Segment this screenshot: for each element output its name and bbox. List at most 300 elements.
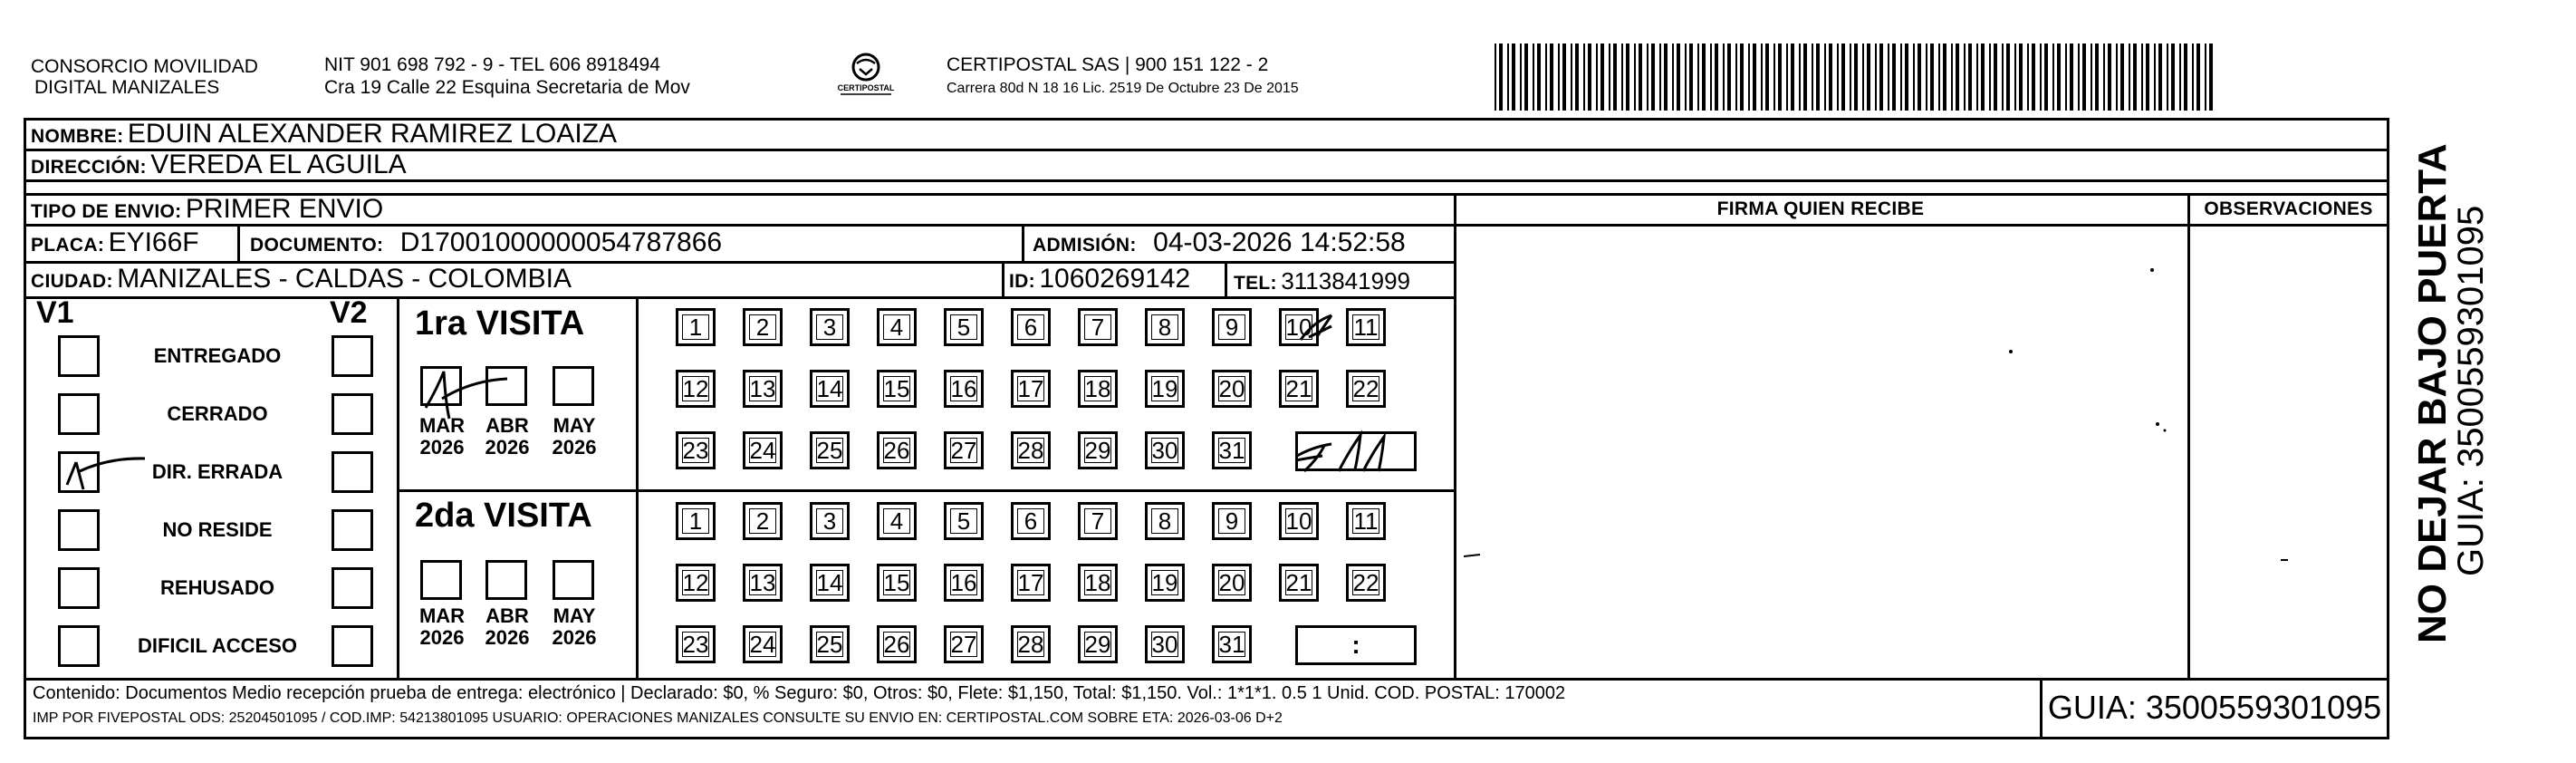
barcode-bar [1677, 43, 1680, 111]
day-checkbox[interactable] [743, 431, 783, 469]
day-number: 24 [749, 436, 776, 464]
id-value: 1060269142 [1039, 264, 1191, 294]
observaciones-header: OBSERVACIONES [2204, 198, 2373, 219]
nit-line: NIT 901 698 792 - 9 - TEL 606 8918494 [324, 54, 660, 75]
barcode-bar [1621, 43, 1623, 111]
footer-contenido: Contenido: Documentos Medio recepción prueba de entrega: electrónico | Declarado: $0, % Seguro: $0, Otros: $0, Flete: $1,150, Total: $1,150. Vol.: 1*1*1. 0.5 1 Unid. COD. POSTAL: 170002 [33, 683, 1566, 703]
status-label: NO RESIDE [162, 518, 273, 541]
day-number: 14 [816, 568, 843, 596]
barcode-bar [2103, 43, 2105, 111]
day-checkbox[interactable] [1145, 308, 1185, 346]
day-number: 18 [1084, 568, 1111, 596]
barcode-bar [1816, 43, 1820, 111]
barcode-bar [1786, 43, 1788, 111]
barcode-bar [1651, 43, 1655, 111]
day-number: 12 [682, 568, 709, 596]
month-label [415, 605, 469, 649]
day-checkbox[interactable] [1011, 370, 1051, 408]
month-name: ABR [485, 414, 529, 437]
day-number: 5 [956, 313, 971, 341]
day-number: 27 [950, 630, 977, 658]
barcode-bar [1647, 43, 1648, 111]
barcode-bar [1507, 43, 1509, 111]
day-number: 4 [889, 507, 904, 535]
admision-value: 04-03-2026 14:52:58 [1153, 227, 1406, 257]
barcode-bar [1976, 43, 1978, 111]
barcode-bar [2179, 43, 2181, 111]
day-checkbox[interactable] [1212, 502, 1252, 540]
barcode-bar [1753, 43, 1756, 111]
placa-value: EYI66F [108, 227, 199, 257]
month-name: MAR [418, 604, 466, 627]
day-checkbox[interactable] [1145, 431, 1185, 469]
day-checkbox[interactable] [743, 370, 783, 408]
day-checkbox[interactable] [877, 564, 917, 602]
day-checkbox[interactable] [1279, 564, 1319, 602]
barcode-bar [1854, 43, 1858, 111]
day-checkbox[interactable] [1011, 502, 1051, 540]
barcode-bar [1913, 43, 1915, 111]
day-checkbox[interactable] [1145, 625, 1185, 663]
barcode-bar [2091, 43, 2092, 111]
day-number: 21 [1285, 374, 1312, 402]
day-checkbox[interactable] [676, 564, 716, 602]
barcode-bar [1545, 43, 1547, 111]
day-checkbox[interactable] [743, 502, 783, 540]
day-number: 27 [950, 436, 977, 464]
barcode-bar [1951, 43, 1953, 111]
carrier-address: Carrera 80d N 18 16 Lic. 2519 De Octubre 23 De 2015 [947, 81, 1299, 96]
barcode-bar [1905, 43, 1908, 111]
month-label [547, 415, 601, 459]
barcode-bar [1634, 43, 1636, 111]
v2-status-checkbox[interactable] [332, 625, 373, 667]
day-number: 31 [1218, 436, 1245, 464]
tipo-envio-value: PRIMER ENVIO [185, 194, 384, 224]
v2-status-checkbox[interactable] [332, 509, 373, 551]
footer-impresion: IMP POR FIVEPOSTAL ODS: 25204501095 / COD.IMP: 54213801095 USUARIO: OPERACIONES MANIZALES CONSULTE SU ENVIO EN: CERTIPOSTAL.COM SOBRE ETA: 2026-03-06 D+2 [33, 710, 1283, 726]
barcode-bar [2209, 43, 2213, 111]
day-number: 3 [822, 507, 837, 535]
barcode-bar [1664, 43, 1668, 111]
v2-status-checkbox[interactable] [332, 335, 373, 377]
day-checkbox[interactable] [1145, 564, 1185, 602]
barcode-bar [1685, 43, 1687, 111]
v1-status-checkbox[interactable] [58, 335, 100, 377]
day-number: 31 [1218, 630, 1245, 658]
ciudad-value: MANIZALES - CALDAS - COLOMBIA [117, 264, 572, 294]
month-year: 2026 [552, 626, 597, 649]
barcode-bar [1588, 43, 1591, 111]
day-checkbox[interactable] [743, 625, 783, 663]
barcode-bar [1824, 43, 1826, 111]
placa-label: PLACA: [31, 235, 105, 256]
month-checkbox[interactable] [553, 560, 594, 600]
barcode-bar [1571, 43, 1572, 111]
barcode-bar [1626, 43, 1629, 111]
month-checkbox[interactable] [485, 560, 527, 600]
barcode-bar [1989, 43, 1991, 111]
day-number: 19 [1151, 568, 1178, 596]
barcode-bar [1740, 43, 1744, 111]
day-number: 28 [1017, 630, 1044, 658]
day-checkbox[interactable] [810, 308, 850, 346]
day-checkbox[interactable] [877, 431, 917, 469]
barcode-bar [2171, 43, 2175, 111]
barcode-bar [1727, 43, 1731, 111]
day-checkbox[interactable] [1145, 502, 1185, 540]
second-visit-title: 2da VISITA [415, 497, 592, 535]
barcode-bar [1524, 43, 1528, 111]
day-checkbox[interactable] [1212, 564, 1252, 602]
company-name-line2: DIGITAL MANIZALES [34, 77, 220, 98]
day-checkbox[interactable] [676, 625, 716, 663]
month-checkbox[interactable] [420, 366, 462, 406]
barcode-bar [2141, 43, 2143, 111]
barcode-bar [1710, 43, 1712, 111]
day-checkbox[interactable] [1279, 308, 1319, 346]
barcode-bar [2078, 43, 2080, 111]
barcode-bar [2006, 43, 2010, 111]
address-line: Cra 19 Calle 22 Esquina Secretaria de Mov [324, 77, 690, 98]
company-name-line1: CONSORCIO MOVILIDAD [31, 56, 258, 77]
barcode-bar [1850, 43, 1851, 111]
day-checkbox[interactable] [743, 564, 783, 602]
barcode-bar [1537, 43, 1541, 111]
status-label: CERRADO [167, 402, 268, 425]
status-label: DIR. ERRADA [151, 460, 284, 483]
barcode-bar [1495, 43, 1496, 111]
day-number: 25 [816, 436, 843, 464]
barcode-bar [1803, 43, 1807, 111]
barcode-bar [1879, 43, 1883, 111]
day-checkbox[interactable] [743, 308, 783, 346]
barcode-bar [1512, 43, 1515, 111]
time-field[interactable] [1295, 625, 1417, 665]
day-checkbox[interactable] [944, 370, 984, 408]
day-number: 29 [1084, 630, 1111, 658]
day-checkbox[interactable] [1078, 431, 1118, 469]
barcode-bar [2057, 43, 2061, 111]
day-checkbox[interactable] [1346, 502, 1386, 540]
day-number: 15 [883, 568, 910, 596]
day-number: 11 [1353, 507, 1379, 535]
barcode-bar [2116, 43, 2118, 111]
barcode-bar [2158, 43, 2162, 111]
barcode-bar [1964, 43, 1966, 111]
barcode-bar [1600, 43, 1604, 111]
day-number: 12 [682, 374, 709, 402]
day-checkbox[interactable] [1078, 564, 1118, 602]
day-checkbox[interactable] [877, 502, 917, 540]
barcode-bar [1613, 43, 1617, 111]
day-checkbox[interactable] [676, 370, 716, 408]
barcode-bar [1659, 43, 1661, 111]
month-label [480, 605, 534, 649]
v1-status-checkbox[interactable] [58, 625, 100, 667]
barcode-bar [1723, 43, 1725, 111]
barcode-bar [1981, 43, 1985, 111]
day-number: 11 [1353, 313, 1379, 341]
barcode-bar [2154, 43, 2156, 111]
day-checkbox[interactable] [1346, 308, 1386, 346]
day-checkbox[interactable] [1011, 625, 1051, 663]
day-number: 8 [1158, 313, 1172, 341]
barcode-bar [1697, 43, 1699, 111]
day-number: 30 [1151, 630, 1178, 658]
day-checkbox[interactable] [810, 370, 850, 408]
barcode-bar [1550, 43, 1553, 111]
barcode-bar [2167, 43, 2168, 111]
day-checkbox[interactable] [1346, 564, 1386, 602]
day-checkbox[interactable] [1078, 370, 1118, 408]
barcode-bar [2070, 43, 2073, 111]
day-number: 16 [950, 374, 977, 402]
barcode-bar [1918, 43, 1921, 111]
nombre-label: NOMBRE: [31, 126, 124, 147]
barcode-bar [1702, 43, 1706, 111]
day-checkbox[interactable] [676, 308, 716, 346]
day-checkbox[interactable] [1078, 502, 1118, 540]
documento-label: DOCUMENTO: [250, 235, 384, 256]
barcode-bar [1829, 43, 1832, 111]
day-checkbox[interactable] [944, 625, 984, 663]
barcode-bar [1596, 43, 1598, 111]
month-checkbox[interactable] [553, 366, 594, 406]
month-label [547, 605, 601, 649]
day-number: 7 [1091, 313, 1105, 341]
day-checkbox[interactable] [1011, 308, 1051, 346]
day-checkbox[interactable] [877, 370, 917, 408]
barcode-bar [2027, 43, 2029, 111]
barcode-bar [2196, 43, 2200, 111]
tipo-envio-label: TIPO DE ENVIO: [31, 201, 182, 222]
v1-status-checkbox[interactable] [58, 393, 100, 435]
barcode-bar [1778, 43, 1782, 111]
carrier-line: CERTIPOSTAL SAS | 900 151 122 - 2 [947, 54, 1269, 75]
day-checkbox[interactable] [1212, 625, 1252, 663]
barcode-bar [1609, 43, 1610, 111]
barcode-bar [1558, 43, 1560, 111]
day-checkbox[interactable] [1279, 370, 1319, 408]
day-checkbox[interactable] [944, 308, 984, 346]
month-year: 2026 [419, 436, 465, 459]
barcode-bar [2014, 43, 2016, 111]
month-name: ABR [485, 604, 529, 627]
month-name: MAY [553, 414, 596, 437]
barcode-bar [1994, 43, 1997, 111]
barcode-bar [1930, 43, 1934, 111]
day-checkbox[interactable] [877, 625, 917, 663]
day-number: 6 [1024, 507, 1038, 535]
v1-status-checkbox[interactable] [58, 567, 100, 609]
month-year: 2026 [485, 436, 530, 459]
barcode-bar [1791, 43, 1794, 111]
barcode-bar [2040, 43, 2042, 111]
barcode-bar [2065, 43, 2067, 111]
direccion-label: DIRECCIÓN: [31, 157, 147, 178]
v2-status-checkbox[interactable] [332, 567, 373, 609]
day-number: 28 [1017, 436, 1044, 464]
barcode-bar [2044, 43, 2048, 111]
month-name: MAY [553, 604, 596, 627]
day-checkbox[interactable] [1346, 370, 1386, 408]
barcode-bar [1862, 43, 1864, 111]
day-number: 5 [956, 507, 971, 535]
day-number: 2 [755, 313, 770, 341]
day-checkbox[interactable] [810, 502, 850, 540]
barcode-bar [1867, 43, 1870, 111]
day-checkbox[interactable] [676, 431, 716, 469]
logo-text: CERTIPOSTAL [837, 83, 895, 92]
barcode-bar [2002, 43, 2004, 111]
barcode-bar [1562, 43, 1566, 111]
day-number: 10 [1285, 507, 1312, 535]
day-number: 2 [755, 507, 770, 535]
barcode-bar [1533, 43, 1534, 111]
day-checkbox[interactable] [810, 564, 850, 602]
day-checkbox[interactable] [1212, 308, 1252, 346]
barcode-bar [1841, 43, 1845, 111]
side-warning: NO DEJAR BAJO PUERTA [2410, 143, 2455, 643]
barcode-bar [1773, 43, 1775, 111]
day-number: 20 [1218, 374, 1245, 402]
barcode-bar [1837, 43, 1839, 111]
barcode-bar [2146, 43, 2149, 111]
month-year: 2026 [485, 626, 530, 649]
barcode-bar [2192, 43, 2194, 111]
day-checkbox[interactable] [1011, 564, 1051, 602]
barcode-bar [1956, 43, 1959, 111]
barcode-bar [1520, 43, 1522, 111]
month-label [480, 415, 534, 459]
firma-header: FIRMA QUIEN RECIBE [1716, 198, 1925, 219]
day-number: 13 [749, 568, 776, 596]
month-year: 2026 [419, 626, 465, 649]
day-checkbox[interactable] [944, 564, 984, 602]
barcode-bar [2129, 43, 2130, 111]
barcode-bar [2032, 43, 2035, 111]
tel-label: TEL: [1234, 273, 1277, 294]
day-number: 9 [1225, 507, 1239, 535]
day-number: 6 [1024, 313, 1038, 341]
barcode-bar [1812, 43, 1813, 111]
barcode-bar [1672, 43, 1674, 111]
day-number: 1 [688, 507, 703, 535]
day-checkbox[interactable] [1145, 370, 1185, 408]
day-checkbox[interactable] [944, 431, 984, 469]
time-separator: : [1351, 631, 1360, 659]
admision-label: ADMISIÓN: [1033, 235, 1137, 256]
time-field[interactable] [1295, 431, 1417, 471]
barcode-bar [2082, 43, 2086, 111]
day-checkbox[interactable] [810, 431, 850, 469]
month-name: MAR [418, 414, 466, 437]
footer-guia: GUIA: 3500559301095 [2047, 689, 2382, 726]
barcode-bar [2052, 43, 2054, 111]
barcode-bar [1748, 43, 1750, 111]
status-label: REHUSADO [160, 576, 274, 599]
v1-label: V1 [36, 295, 74, 330]
side-guia: GUIA: 3500559301095 [2451, 205, 2491, 576]
day-number: 23 [682, 630, 709, 658]
day-number: 4 [889, 313, 904, 341]
v2-status-checkbox[interactable] [332, 393, 373, 435]
barcode-bar [1892, 43, 1896, 111]
day-checkbox[interactable] [1078, 625, 1118, 663]
day-number: 3 [822, 313, 837, 341]
day-number: 15 [883, 374, 910, 402]
v1-status-checkbox[interactable] [58, 451, 100, 493]
barcode-bar [1938, 43, 1940, 111]
day-number: 7 [1091, 507, 1105, 535]
barcode-bar [2019, 43, 2023, 111]
day-number: 25 [816, 630, 843, 658]
tel-value: 3113841999 [1281, 267, 1410, 295]
day-checkbox[interactable] [944, 502, 984, 540]
barcode-bar [1799, 43, 1801, 111]
day-number: 18 [1084, 374, 1111, 402]
barcode-bar [1926, 43, 1927, 111]
day-checkbox[interactable] [877, 308, 917, 346]
barcode-bar [1583, 43, 1585, 111]
barcode-bar [1639, 43, 1642, 111]
day-checkbox[interactable] [1212, 370, 1252, 408]
day-number: 26 [883, 630, 910, 658]
barcode-bar [1943, 43, 1946, 111]
day-checkbox[interactable] [1212, 431, 1252, 469]
day-checkbox[interactable] [676, 502, 716, 540]
ciudad-label: CIUDAD: [31, 271, 113, 292]
barcode [1495, 43, 2219, 111]
day-number: 19 [1151, 374, 1178, 402]
barcode-bar [1715, 43, 1718, 111]
direccion-value: VEREDA EL AGUILA [150, 150, 407, 179]
first-visit-title: 1ra VISITA [415, 304, 585, 343]
v2-label: V2 [330, 295, 368, 330]
day-number: 14 [816, 374, 843, 402]
day-number: 29 [1084, 436, 1111, 464]
day-number: 30 [1151, 436, 1178, 464]
barcode-bar [1900, 43, 1902, 111]
day-number: 16 [950, 568, 977, 596]
day-number: 9 [1225, 313, 1239, 341]
month-label [415, 415, 469, 459]
day-checkbox[interactable] [810, 625, 850, 663]
logo-icon [833, 47, 899, 101]
documento-value: D17001000000054787866 [399, 227, 723, 257]
v2-status-checkbox[interactable] [332, 451, 373, 493]
day-checkbox[interactable] [1279, 502, 1319, 540]
barcode-bar [1689, 43, 1693, 111]
v1-status-checkbox[interactable] [58, 509, 100, 551]
day-number: 22 [1352, 374, 1379, 402]
nombre-value: EDUIN ALEXANDER RAMIREZ LOAIZA [127, 119, 618, 149]
month-checkbox[interactable] [485, 366, 527, 406]
barcode-bar [2133, 43, 2137, 111]
barcode-bar [1765, 43, 1769, 111]
month-checkbox[interactable] [420, 560, 462, 600]
barcode-bar [1888, 43, 1889, 111]
day-number: 8 [1158, 507, 1172, 535]
id-label: ID: [1009, 271, 1035, 292]
day-checkbox[interactable] [1078, 308, 1118, 346]
day-number: 1 [688, 313, 703, 341]
barcode-bar [1875, 43, 1877, 111]
barcode-bar [2095, 43, 2099, 111]
day-checkbox[interactable] [1011, 431, 1051, 469]
day-number: 17 [1017, 374, 1044, 402]
